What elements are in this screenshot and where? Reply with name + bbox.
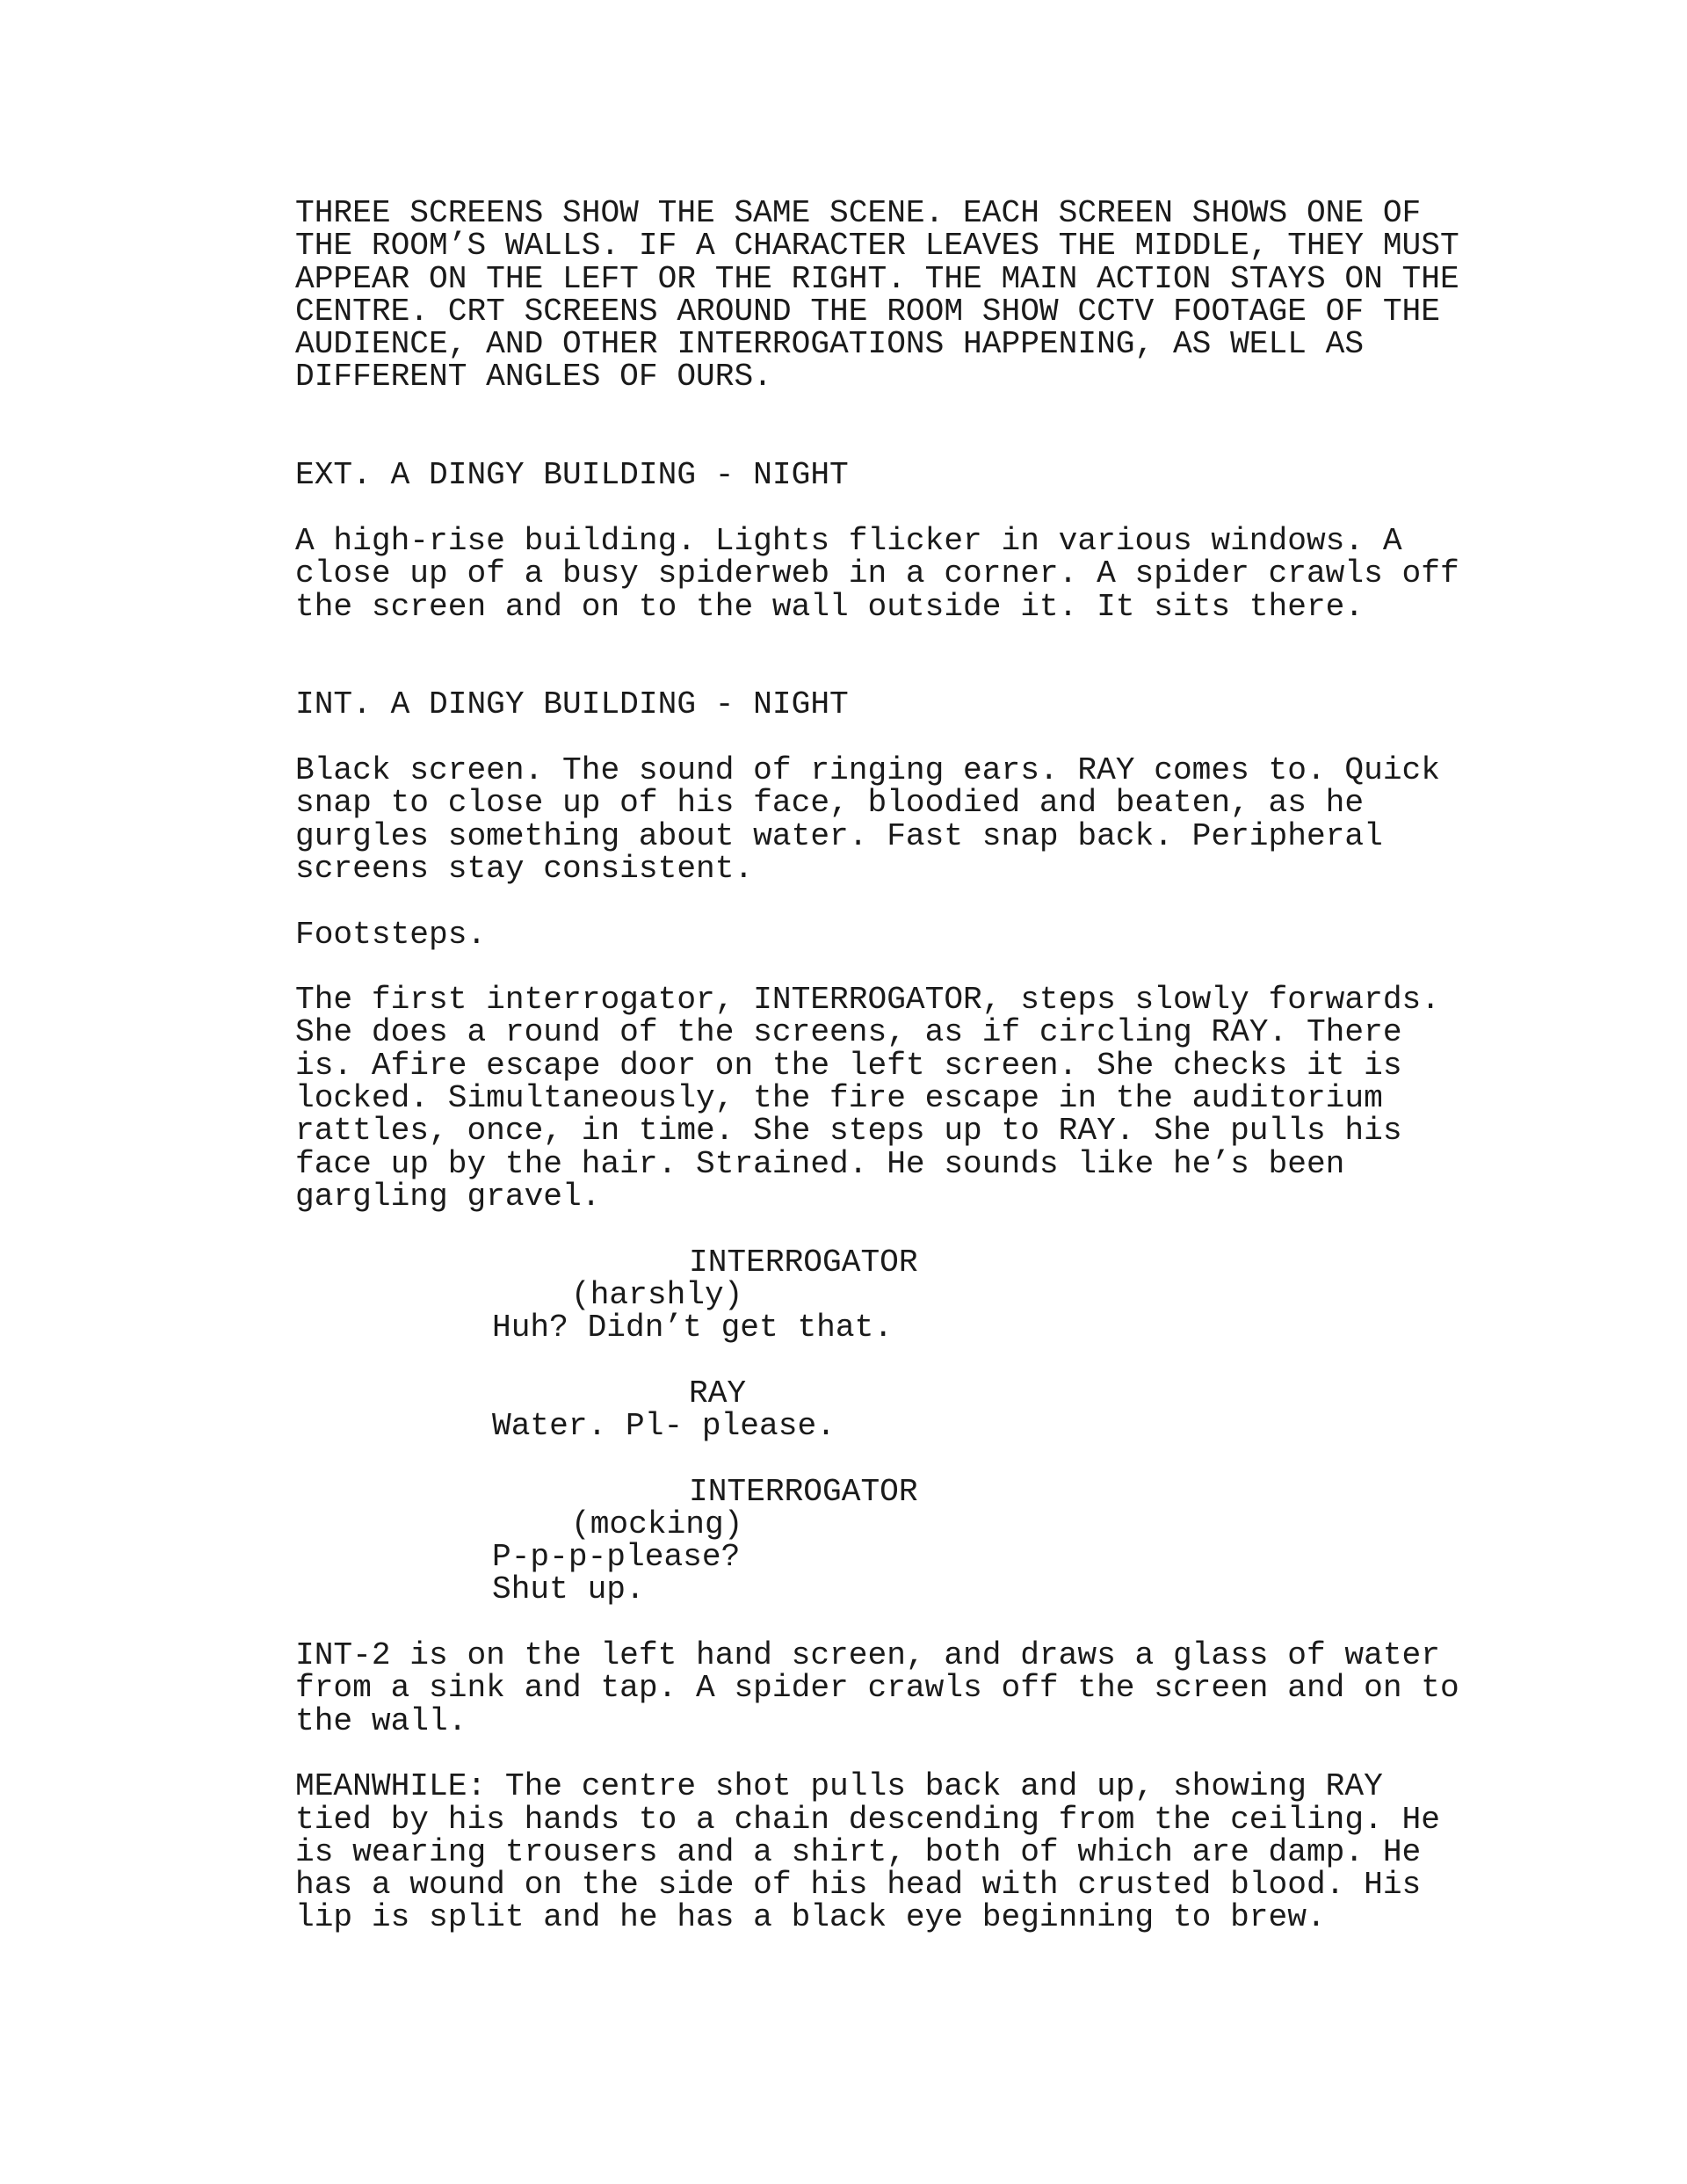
- intro-note: THREE SCREENS SHOW THE SAME SCENE. EACH SCREEN SHOWS ONE OF THE ROOM’S WALLS. IF A CHARACTER LEAVES THE MIDDLE, THEY MUST APPEAR ON THE LEFT OR THE RIGHT. THE MAIN ACTION STAYS ON THE CENTRE. CRT SCREENS AROUND THE ROOM SHOW CCTV FOOTAGE OF THE AUDIENCE, AND OTHER INTERROGATIONS HAPPENING, AS WELL AS DIFFERENT ANGLES OF OURS.: [295, 195, 1459, 395]
- spacer: [295, 394, 1508, 460]
- scene-heading-int: INT. A DINGY BUILDING - NIGHT: [295, 686, 849, 723]
- spacer: [295, 1344, 1508, 1376]
- action-paragraph: Footsteps.: [295, 916, 487, 953]
- screenplay-body: [295, 197, 1508, 1934]
- character-name: INTERROGATOR: [689, 1244, 918, 1281]
- character-name: INTERROGATOR: [689, 1473, 918, 1510]
- action-paragraph: MEANWHILE: The centre shot pulls back and up, showing RAY tied by his hands to a chain descending from the ceiling. He is wearing trousers and a shirt, both of which are damp. He has a wound on the side of his head with crusted blood. His lip is split and he has a black eye beginning to brew.: [295, 1768, 1440, 1936]
- parenthetical: (mocking): [571, 1506, 743, 1542]
- spacer: [295, 1607, 1508, 1639]
- character-name: RAY: [689, 1375, 747, 1411]
- spacer: [295, 885, 1508, 918]
- action-paragraph: INT-2 is on the left hand screen, and draws a glass of water from a sink and tap. A spider crawls off the screen and on to the wall.: [295, 1637, 1459, 1739]
- spacer: [295, 1442, 1508, 1475]
- spacer: [295, 623, 1508, 689]
- scene-heading-ext: EXT. A DINGY BUILDING - NIGHT: [295, 457, 849, 494]
- action-paragraph: Black screen. The sound of ringing ears. RAY comes to. Quick snap to close up of his face, bloodied and beaten, as he gurgles something about water. Fast snap back. Peripheral screens stay consistent.: [295, 752, 1440, 887]
- spacer: [295, 1738, 1508, 1770]
- dialogue-line: P-p-p-please? Shut up.: [492, 1539, 741, 1608]
- dialogue-line: Water. Pl- please.: [492, 1407, 836, 1444]
- spacer: [295, 1213, 1508, 1245]
- spacer: [295, 951, 1508, 983]
- action-paragraph: The first interrogator, INTERROGATOR, steps slowly forwards. She does a round of the screens, as if circling RAY. There is. Afire escape door on the left screen. She checks it is locked. Simultaneously, the fire escape in the auditorium rattles, once, in time. She steps up to RAY. She pulls his face up by the hair. Strained. He sounds like he’s been gargling gravel.: [295, 982, 1440, 1215]
- spacer: [295, 492, 1508, 525]
- spacer: [295, 722, 1508, 754]
- action-paragraph: A high-rise building. Lights flicker in various windows. A close up of a busy spiderweb in a corner. A spider crawls off the screen and on to the wall outside it. It sits there.: [295, 522, 1459, 625]
- parenthetical: (harshly): [571, 1276, 743, 1313]
- dialogue-line: Huh? Didn’t get that.: [492, 1310, 894, 1346]
